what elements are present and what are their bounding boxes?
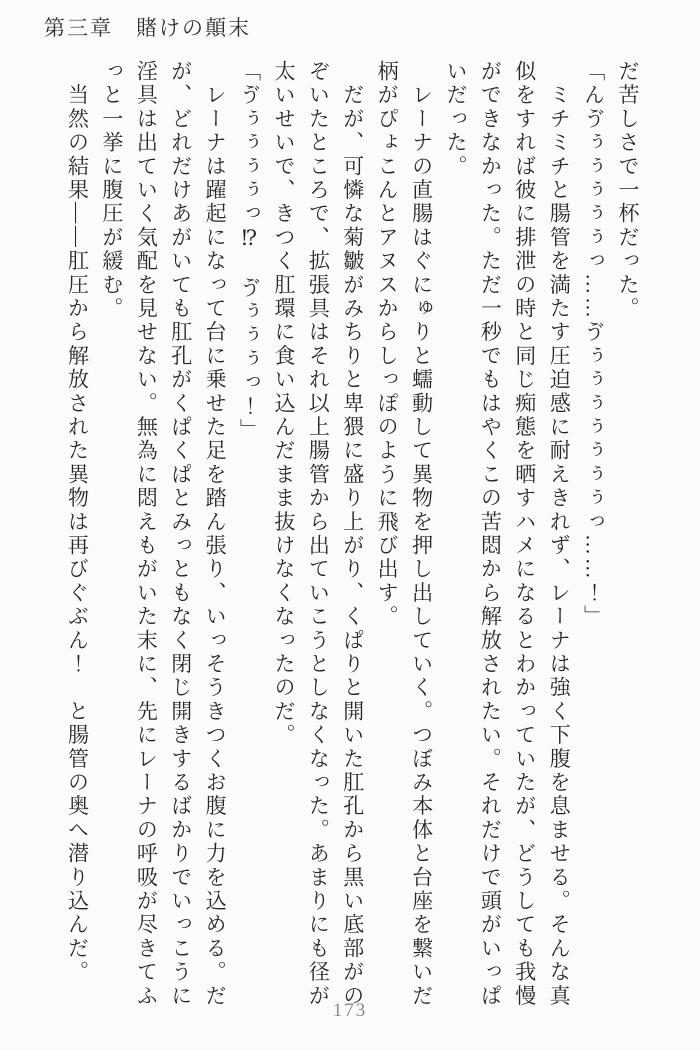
body-text: [59, 60, 645, 1012]
paragraph: だ苦しさで一杯だった。: [616, 60, 640, 321]
paragraph: ミチミチと腸管を満たす圧迫感に耐えきれず、レーナは強く下腹を息ませる。そんな真似をすれば彼に排泄の時と同じ痴態を晒すハメになるとわかっていたが、どうしても我慢ができなかった。ただ一秒でもはやくこの苦悶から解放されたい。それだけで頭がいっぱいだった。: [443, 60, 572, 1008]
paragraph: レーナの直腸はぐにゅりと蠕動して異物を押し出していく。つぼみ本体と台座を繋いだ柄がぴょこんとアヌスからしっぽのように飛び出す。: [375, 60, 434, 1008]
paragraph: レーナは躍起になって台に乗せた足を踏ん張り、いっそうきつくお腹に力を込める。だが、どれだけあがいても肛孔がくぱくぱとみっともなく閉じ開きするばかりでいっこうに淫具は出ていく気配を見せない。無為に悶えもがいた末に、先にレーナの呼吸が尽きてふっと一挙に腹圧が緩む。: [99, 60, 228, 1008]
chapter-header: 第三章 賭けの顛末: [44, 16, 251, 40]
paragraph: だが、可憐な菊皺がみちりと卑猥に盛り上がり、くぱりと開いた肛孔から黒い底部がのぞいたところで、拡張具はそれ以上腸管から出ていこうとしなくなった。あまりにも径が太いせいで、きつく肛環に食い込んだまま抜けなくなったのだ。: [271, 60, 365, 1009]
page-number: 173: [332, 1000, 368, 1021]
paragraph: 当然の結果――肛圧から解放された異物は再びぐぶん！ と腸管の奥へ潜り込んだ。: [65, 60, 90, 985]
paragraph-dialogue: 「んゔぅぅぅぅぅっ……ゔぅぅぅぅぅぅぅっ……！」: [581, 60, 606, 629]
paragraph-dialogue: 「ゔぅぅぅぅっ⁉ ゔぅぅぅっ！」: [237, 60, 262, 443]
